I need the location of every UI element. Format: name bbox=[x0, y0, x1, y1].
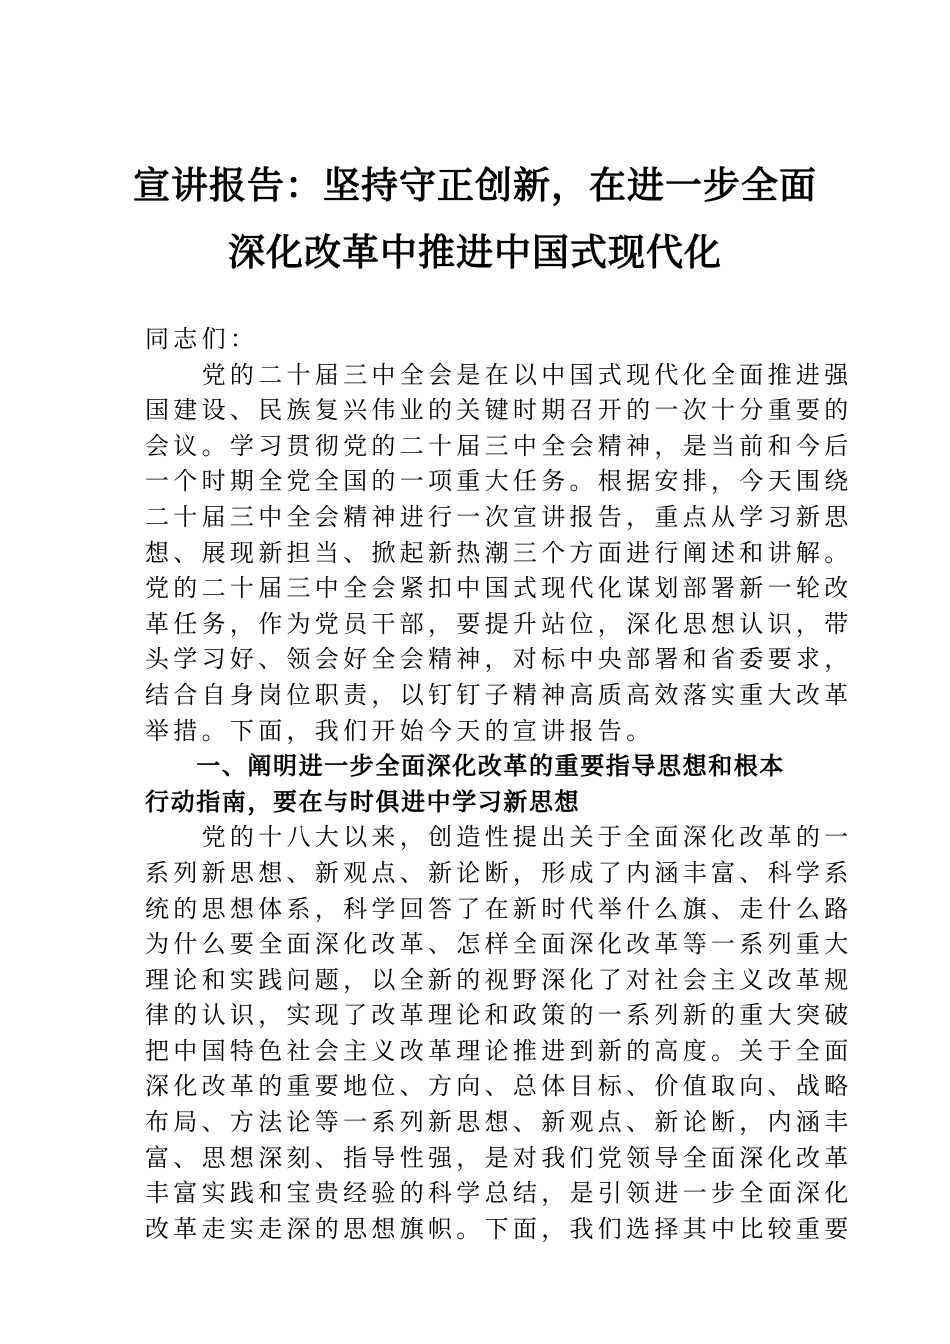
body-line: 理论和实践问题，以全新的视野深化了对社会主义改革规 bbox=[145, 965, 853, 994]
body-line: 会议。学习贯彻党的二十届三中全会精神，是当前和今后 bbox=[145, 431, 853, 460]
body-line: 头学习好、领会好全会精神，对标中央部署和省委要求， bbox=[145, 645, 853, 674]
body-line: 革任务，作为党员干部，要提升站位，深化思想认识，带 bbox=[145, 609, 853, 638]
body-line: 丰富实践和宝贵经验的科学总结，是引领进一步全面深化 bbox=[145, 1179, 853, 1208]
body-line: 想、展现新担当、掀起新热潮三个方面进行阐述和讲解。 bbox=[145, 538, 853, 567]
body-line: 党的二十届三中全会紧扣中国式现代化谋划部署新一轮改 bbox=[145, 574, 853, 603]
body-line: 布局、方法论等一系列新思想、新观点、新论断，内涵丰 bbox=[145, 1108, 853, 1137]
body-line: 二十届三中全会精神进行一次宣讲报告，重点从学习新思 bbox=[145, 502, 853, 531]
section-heading-line-2: 行动指南，要在与时俱进中学习新思想 bbox=[145, 787, 581, 816]
body-line: 为什么要全面深化改革、怎样全面深化改革等一系列重大 bbox=[145, 930, 853, 959]
body-line: 深化改革的重要地位、方向、总体目标、价值取向、战略 bbox=[145, 1072, 853, 1101]
body-line: 结合自身岗位职责，以钉钉子精神高质高效落实重大改革 bbox=[145, 680, 853, 709]
body-line: 系列新思想、新观点、新论断，形成了内涵丰富、科学系 bbox=[145, 858, 853, 887]
body-line: 党的二十届三中全会是在以中国式现代化全面推进强 bbox=[145, 360, 853, 389]
body-line: 一个时期全党全国的一项重大任务。根据安排，今天围绕 bbox=[145, 467, 853, 496]
section-heading-line-1: 一、阐明进一步全面深化改革的重要指导思想和根本 bbox=[145, 752, 785, 781]
body-line: 富、思想深刻、指导性强，是对我们党领导全面深化改革 bbox=[145, 1143, 853, 1172]
body-line: 统的思想体系，科学回答了在新时代举什么旗、走什么路 bbox=[145, 894, 853, 923]
document-title-line-2: 深化改革中推进中国式现代化 bbox=[228, 230, 722, 274]
body-line: 改革走实走深的思想旗帜。下面，我们选择其中比较重要 bbox=[145, 1214, 853, 1243]
body-line: 国建设、民族复兴伟业的关键时期召开的一次十分重要的 bbox=[145, 396, 853, 425]
document-title-line-1: 宣讲报告：坚持守正创新，在进一步全面 bbox=[133, 163, 817, 207]
body-line: 党的十八大以来，创造性提出关于全面深化改革的一 bbox=[145, 823, 853, 852]
salutation: 同志们： bbox=[145, 325, 259, 353]
body-line: 把中国特色社会主义改革理论推进到新的高度。关于全面 bbox=[145, 1036, 853, 1065]
document-body bbox=[145, 322, 853, 1247]
body-line: 律的认识，实现了改革理论和政策的一系列新的重大突破 bbox=[145, 1001, 853, 1030]
body-line: 举措。下面，我们开始今天的宣讲报告。 bbox=[145, 716, 655, 745]
